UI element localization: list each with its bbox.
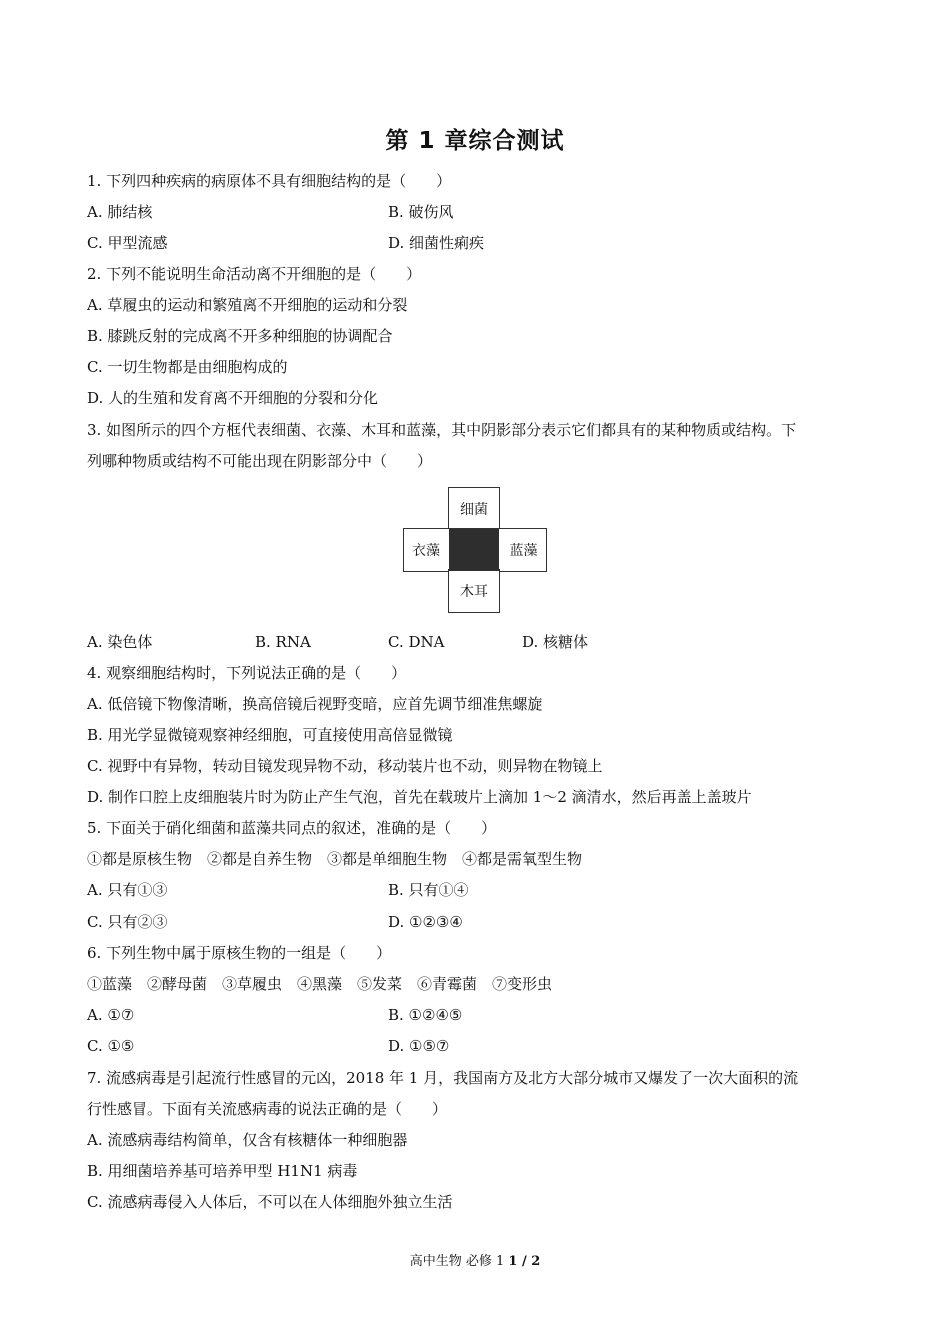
q3-option-c: C. DNA <box>388 633 445 651</box>
diagram-box-bottom: 木耳 <box>448 569 500 613</box>
q5-option-b: B. 只有①④ <box>388 881 469 899</box>
q6-items: ①蓝藻 ②酵母菌 ③草履虫 ④黑藻 ⑤发菜 ⑥青霉菌 ⑦变形虫 <box>87 975 553 993</box>
diagram-box-left: 衣藻 <box>412 543 440 559</box>
diagram-box-right: 蓝藻 <box>509 543 538 559</box>
q1-option-a: A. 肺结核 <box>87 203 153 221</box>
page-title: 第 1 章综合测试 <box>385 128 565 154</box>
q7-option-c: C. 流感病毒侵入人体后，不可以在人体细胞外独立生活 <box>87 1193 453 1211</box>
q5-stem: 5. 下面关于硝化细菌和蓝藻共同点的叙述，准确的是（ ） <box>87 819 497 837</box>
q2-option-a: A. 草履虫的运动和繁殖离不开细胞的运动和分裂 <box>87 296 408 314</box>
q5-option-c: C. 只有②③ <box>87 913 168 931</box>
q1-option-d: D. 细菌性痢疾 <box>388 234 485 252</box>
q4-option-b: B. 用光学显微镜观察神经细胞，可直接使用高倍显微镜 <box>87 726 453 744</box>
q1-option-b: B. 破伤风 <box>388 203 454 221</box>
diagram-shaded-region <box>449 529 499 571</box>
q5-option-a: A. 只有①③ <box>87 881 168 899</box>
q3-option-b: B. RNA <box>255 633 311 651</box>
q3-stem-line1: 3. 如图所示的四个方框代表细菌、衣藻、木耳和蓝藻，其中阴影部分表示它们都具有的某种物质或结构。下 <box>87 421 797 439</box>
q2-option-b: B. 膝跳反射的完成离不开多种细胞的协调配合 <box>87 327 393 345</box>
diagram-box-top: 细菌 <box>448 487 500 531</box>
q2-option-c: C. 一切生物都是由细胞构成的 <box>87 358 288 376</box>
q7-option-b: B. 用细菌培养基可培养甲型 H1N1 病毒 <box>87 1162 358 1180</box>
q3-option-a: A. 染色体 <box>87 633 153 651</box>
q1-stem: 1. 下列四种疾病的病原体不具有细胞结构的是（ ） <box>87 172 452 190</box>
q1-option-c: C. 甲型流感 <box>87 234 168 252</box>
q2-option-d: D. 人的生殖和发育离不开细胞的分裂和分化 <box>87 389 379 407</box>
q2-stem: 2. 下列不能说明生命活动离不开细胞的是（ ） <box>87 265 422 283</box>
q3-stem-line2: 列哪种物质或结构不可能出现在阴影部分中（ ） <box>87 452 433 470</box>
q4-option-c: C. 视野中有异物，转动目镜发现异物不动，移动装片也不动，则异物在物镜上 <box>87 757 603 775</box>
q3-cross-diagram <box>403 487 547 613</box>
q7-option-a: A. 流感病毒结构简单，仅含有核糖体一种细胞器 <box>87 1131 408 1149</box>
q6-option-a: A. ①⑦ <box>87 1006 135 1024</box>
footer-page-number: 1 / 2 <box>508 1254 541 1269</box>
q3-option-d: D. 核糖体 <box>522 633 589 651</box>
q4-option-a: A. 低倍镜下物像清晰，换高倍镜后视野变暗，应首先调节细准焦螺旋 <box>87 695 543 713</box>
page-footer <box>0 1250 950 1269</box>
q7-stem-line1: 7. 流感病毒是引起流行性感冒的元凶，2018 年 1 月，我国南方及北方大部分城市又爆发了一次大面积的流 <box>87 1069 799 1087</box>
q6-option-c: C. ①⑤ <box>87 1037 135 1055</box>
q5-option-d: D. ①②③④ <box>388 913 463 931</box>
q7-stem-line2: 行性感冒。下面有关流感病毒的说法正确的是（ ） <box>87 1100 448 1118</box>
q4-option-d: D. 制作口腔上皮细胞装片时为防止产生气泡，首先在载玻片上滴加 1～2 滴清水，然后再盖上盖玻片 <box>87 788 752 806</box>
footer-course: 高中生物 必修 1 <box>409 1254 509 1269</box>
q4-stem: 4. 观察细胞结构时，下列说法正确的是（ ） <box>87 664 407 682</box>
q6-stem: 6. 下列生物中属于原核生物的一组是（ ） <box>87 944 392 962</box>
q5-items: ①都是原核生物 ②都是自养生物 ③都是单细胞生物 ④都是需氧型生物 <box>87 850 583 868</box>
q6-option-b: B. ①②④⑤ <box>388 1006 463 1024</box>
q6-option-d: D. ①⑤⑦ <box>388 1037 450 1055</box>
